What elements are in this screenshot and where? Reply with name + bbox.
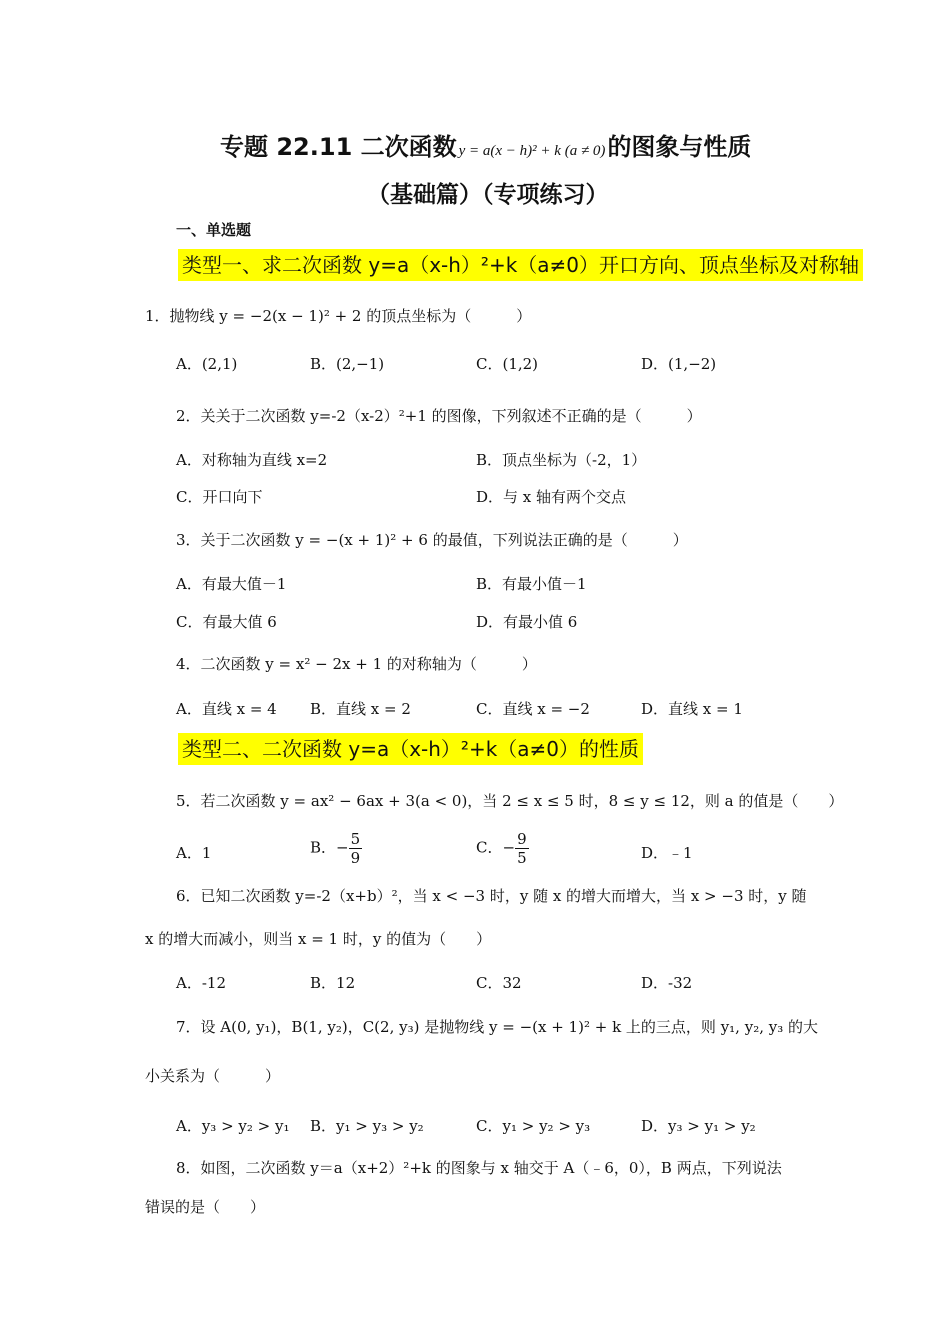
q7-option-a: A．y₃ > y₂ > y₁ bbox=[176, 1117, 290, 1135]
q1-option-d: D．(1,−2) bbox=[641, 355, 717, 373]
question-7-stem-line-2: 小关系为（ ） bbox=[145, 1067, 281, 1085]
q2-option-d: D．与 x 轴有两个交点 bbox=[476, 488, 627, 506]
page-subtitle: （基础篇）（专项练习） bbox=[367, 182, 609, 208]
q1-option-a: A．(2,1) bbox=[176, 355, 238, 373]
q5-option-c-label: C． bbox=[476, 838, 503, 857]
q3-option-d: D．有最小值 6 bbox=[476, 613, 578, 631]
section-heading: 一、单选题 bbox=[176, 221, 252, 239]
fraction-denominator: 5 bbox=[517, 849, 527, 867]
type-two-heading: 类型二、二次函数 y=a（x-h）²+k（a≠0）的性质 bbox=[178, 733, 643, 765]
q6-option-c: C．32 bbox=[476, 974, 522, 992]
q3-option-b: B．有最小值－1 bbox=[476, 575, 587, 593]
question-7-stem-line-1: 7．设 A(0, y₁)，B(1, y₂)，C(2, y₃) 是抛物线 y = −(x + 1)² + k 上的三点，则 y₁, y₂, y₃ 的大 bbox=[176, 1018, 818, 1036]
fraction-numerator: 5 bbox=[350, 830, 361, 848]
q7-option-c: C．y₁ > y₂ > y₃ bbox=[476, 1117, 591, 1135]
question-2-stem: 2．关关于二次函数 y=-2（x-2）²+1 的图像，下列叙述不正确的是（ ） bbox=[176, 407, 702, 425]
q3-option-a: A．有最大值－1 bbox=[176, 575, 287, 593]
question-3-stem: 3．关于二次函数 y = −(x + 1)² + 6 的最值，下列说法正确的是（ ） bbox=[176, 531, 688, 549]
q4-option-c: C．直线 x = −2 bbox=[476, 700, 590, 718]
q2-option-b: B．顶点坐标为（-2，1） bbox=[476, 451, 647, 469]
title-prefix: 专题 22.11 二次函数 bbox=[220, 133, 457, 161]
q5-option-b-fraction bbox=[349, 830, 363, 867]
q5-option-b-sign: − bbox=[336, 838, 349, 857]
q2-option-c: C．开口向下 bbox=[176, 488, 263, 506]
q2-option-a: A．对称轴为直线 x=2 bbox=[176, 451, 328, 469]
page-title bbox=[220, 127, 751, 162]
q1-option-b: B．(2,−1) bbox=[310, 355, 385, 373]
q7-option-b: B．y₁ > y₃ > y₂ bbox=[310, 1117, 424, 1135]
question-8-stem-line-1: 8．如图，二次函数 y＝a（x+2）²+k 的图象与 x 轴交于 A（﹣6，0），B 两点，下列说法 bbox=[176, 1159, 782, 1177]
q5-option-b-label: B． bbox=[310, 838, 337, 857]
fraction-denominator: 9 bbox=[350, 849, 361, 867]
question-5-stem: 5．若二次函数 y = ax² − 6ax + 3(a < 0)，当 2 ≤ x ≤ 5 时，8 ≤ y ≤ 12，则 a 的值是（ ） bbox=[176, 792, 844, 810]
q5-option-d: D．﹣1 bbox=[641, 844, 693, 862]
title-formula: y = a(x − h)² + k (a ≠ 0) bbox=[458, 143, 606, 159]
question-1-stem: 1．抛物线 y = −2(x − 1)² + 2 的顶点坐标为（ ） bbox=[145, 307, 532, 325]
q5-option-c-fraction bbox=[515, 830, 529, 867]
question-6-stem-line-2: x 的增大而减小，则当 x = 1 时，y 的值为（ ） bbox=[145, 930, 492, 948]
q6-option-a: A．-12 bbox=[176, 974, 226, 992]
q4-option-a: A．直线 x = 4 bbox=[176, 700, 277, 718]
q7-option-d: D．y₃ > y₁ > y₂ bbox=[641, 1117, 756, 1135]
question-8-stem-line-2: 错误的是（ ） bbox=[145, 1198, 266, 1216]
q4-option-b: B．直线 x = 2 bbox=[310, 700, 411, 718]
q5-option-b bbox=[310, 830, 362, 867]
fraction-numerator: 9 bbox=[517, 830, 527, 848]
question-4-stem: 4．二次函数 y = x² − 2x + 1 的对称轴为（ ） bbox=[176, 655, 537, 673]
q6-option-b: B．12 bbox=[310, 974, 356, 992]
type-one-heading: 类型一、求二次函数 y=a（x-h）²+k（a≠0）开口方向、顶点坐标及对称轴 bbox=[178, 249, 863, 281]
q5-option-c-sign: − bbox=[502, 838, 516, 857]
q5-option-a: A．1 bbox=[176, 844, 212, 862]
title-suffix: 的图象与性质 bbox=[607, 133, 752, 161]
q1-option-c: C．(1,2) bbox=[476, 355, 539, 373]
q5-option-c bbox=[476, 830, 529, 867]
q4-option-d: D．直线 x = 1 bbox=[641, 700, 743, 718]
q6-option-d: D．-32 bbox=[641, 974, 693, 992]
question-6-stem-line-1: 6．已知二次函数 y=-2（x+b）²，当 x < −3 时，y 随 x 的增大而增大，当 x > −3 时，y 随 bbox=[176, 887, 807, 905]
q3-option-c: C．有最大值 6 bbox=[176, 613, 277, 631]
